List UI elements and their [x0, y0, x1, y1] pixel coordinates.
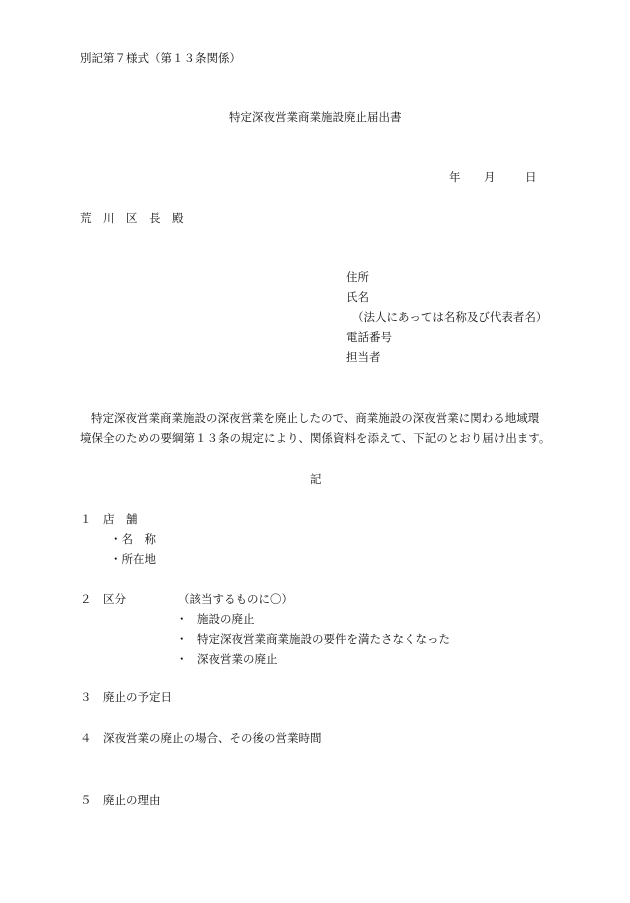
item-number: ３ [80, 690, 92, 704]
form-label: 別記第７様式（第１３条関係） [80, 51, 241, 65]
addressee-char: 川 [103, 211, 115, 225]
applicant-corp-note: （法人にあっては名称及び代表者名） [352, 310, 548, 324]
addressee-char: 長 [149, 211, 161, 225]
addressee-char: 荒 [80, 211, 92, 225]
bullet: ・ [176, 652, 188, 666]
body-line: 境保全のための要綱第１３条の規定により、関係資料を添えて、下記のとおり届け出ます。 [80, 431, 551, 445]
item-number: ２ [80, 592, 92, 606]
category-option: 特定深夜営業商業施設の要件を満たさなくなった [197, 632, 450, 646]
body-line: 特定深夜営業商業施設の深夜営業を廃止したので、商業施設の深夜営業に関わる地域環 [91, 411, 540, 425]
document-title: 特定深夜営業商業施設廃止届出書 [229, 110, 402, 124]
item-number: ４ [80, 731, 92, 745]
date-year: 年 [449, 170, 461, 184]
category-instruction: （該当するものに〇） [178, 592, 293, 606]
ki-heading: 記 [310, 472, 322, 486]
item-label: 店 舗 [103, 512, 138, 526]
applicant-name-label: 氏名 [346, 290, 369, 304]
item-label: 廃止の理由 [103, 793, 161, 807]
store-location-field: ・所在地 [110, 552, 156, 566]
applicant-address-label: 住所 [346, 270, 369, 284]
item-number: ５ [80, 793, 92, 807]
addressee-char: 殿 [172, 211, 184, 225]
item-label: 廃止の予定日 [103, 690, 172, 704]
addressee-char: 区 [126, 211, 138, 225]
date-day: 日 [525, 170, 537, 184]
bullet: ・ [176, 612, 188, 626]
item-label: 深夜営業の廃止の場合、その後の営業時間 [103, 731, 322, 745]
item-number: １ [80, 512, 92, 526]
category-option: 施設の廃止 [197, 612, 255, 626]
applicant-phone-label: 電話番号 [346, 330, 392, 344]
applicant-contact-label: 担当者 [346, 350, 381, 364]
item-label: 区分 [103, 592, 126, 606]
category-option: 深夜営業の廃止 [197, 652, 278, 666]
store-name-field: ・名 称 [110, 532, 156, 546]
date-month: 月 [484, 170, 496, 184]
bullet: ・ [176, 632, 188, 646]
